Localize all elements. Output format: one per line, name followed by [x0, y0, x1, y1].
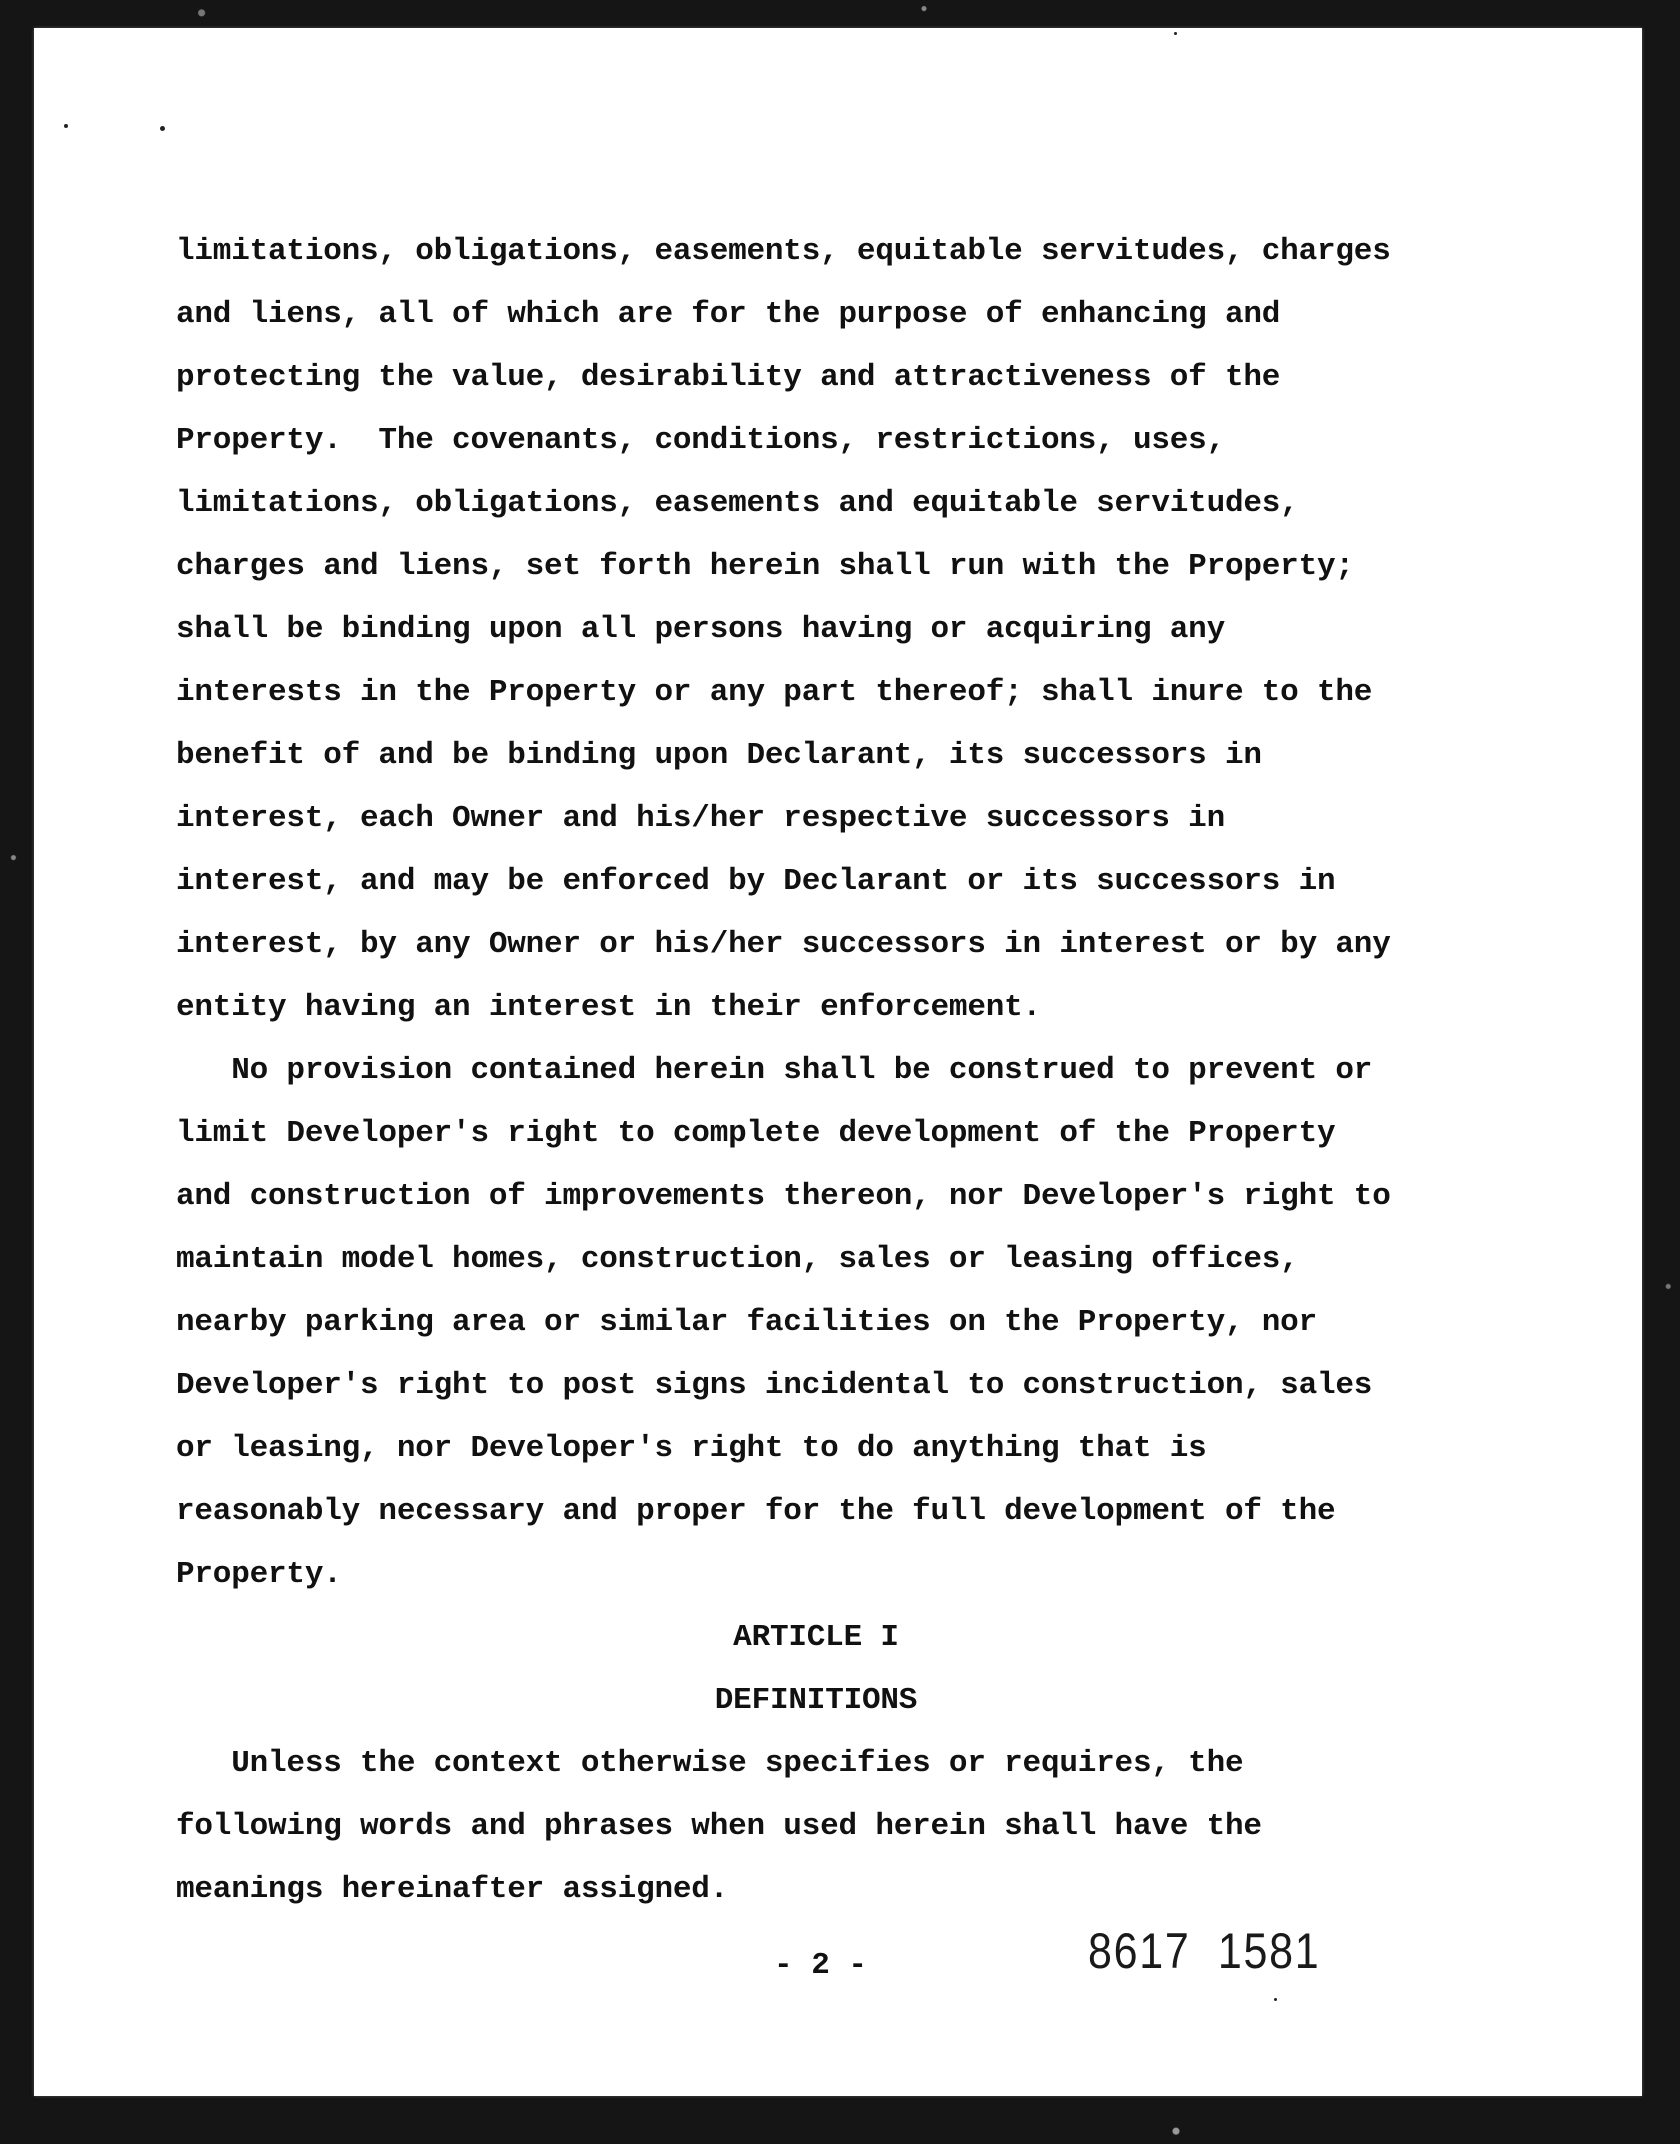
article-title: DEFINITIONS — [714, 1683, 918, 1718]
text-line: and liens, all of which are for the purpose of enhancing and — [176, 297, 1281, 332]
text-line: maintain model homes, construction, sales or leasing offices, — [176, 1242, 1299, 1277]
text-line: reasonably necessary and proper for the full development of the — [176, 1494, 1336, 1529]
text-line: Developer's right to post signs incidental to construction, sales — [176, 1368, 1373, 1403]
text-line: Property. The covenants, conditions, restrictions, uses, — [176, 423, 1225, 458]
text-line: and construction of improvements thereon, nor Developer's right to — [176, 1179, 1391, 1214]
paragraph-1 — [176, 220, 1496, 1039]
text-line: nearby parking area or similar facilities on the Property, nor — [176, 1305, 1317, 1340]
text-line: limit Developer's right to complete development of the Property — [176, 1116, 1336, 1151]
scan-speck — [1174, 32, 1177, 35]
text-line: limitations, obligations, easements and equitable servitudes, — [176, 486, 1299, 521]
text-line: meanings hereinafter assigned. — [176, 1872, 729, 1907]
text-line: or leasing, nor Developer's right to do anything that is — [176, 1431, 1207, 1466]
text-line: interest, and may be enforced by Declarant or its successors in — [176, 864, 1336, 899]
article-heading: ARTICLE I — [733, 1620, 899, 1655]
text-line: following words and phrases when used herein shall have the — [176, 1809, 1262, 1844]
text-line: Unless the context otherwise specifies or requires, the — [176, 1746, 1244, 1781]
recording-stamp: 8617 1581 — [1088, 1923, 1321, 1979]
paragraph-2 — [176, 1039, 1496, 1606]
text-line: limitations, obligations, easements, equitable servitudes, charges — [176, 234, 1391, 269]
text-line: No provision contained herein shall be construed to prevent or — [176, 1053, 1373, 1088]
scan-speck — [160, 126, 165, 131]
text-line: interests in the Property or any part thereof; shall inure to the — [176, 675, 1373, 710]
scan-speck — [64, 124, 68, 128]
paragraph-3 — [176, 1732, 1496, 1921]
text-line: benefit of and be binding upon Declarant, its successors in — [176, 738, 1262, 773]
text-line: protecting the value, desirability and attractiveness of the — [176, 360, 1281, 395]
text-line: interest, by any Owner or his/her successors in interest or by any — [176, 927, 1391, 962]
text-line: charges and liens, set forth herein shall run with the Property; — [176, 549, 1354, 584]
scan-speck — [1274, 1998, 1277, 2001]
text-line: entity having an interest in their enforcement. — [176, 990, 1041, 1025]
text-line: Property. — [176, 1557, 342, 1592]
page-number: - 2 - — [774, 1948, 868, 1983]
text-line: shall be binding upon all persons having or acquiring any — [176, 612, 1225, 647]
text-line: interest, each Owner and his/her respective successors in — [176, 801, 1225, 836]
document-body — [176, 220, 1496, 1921]
